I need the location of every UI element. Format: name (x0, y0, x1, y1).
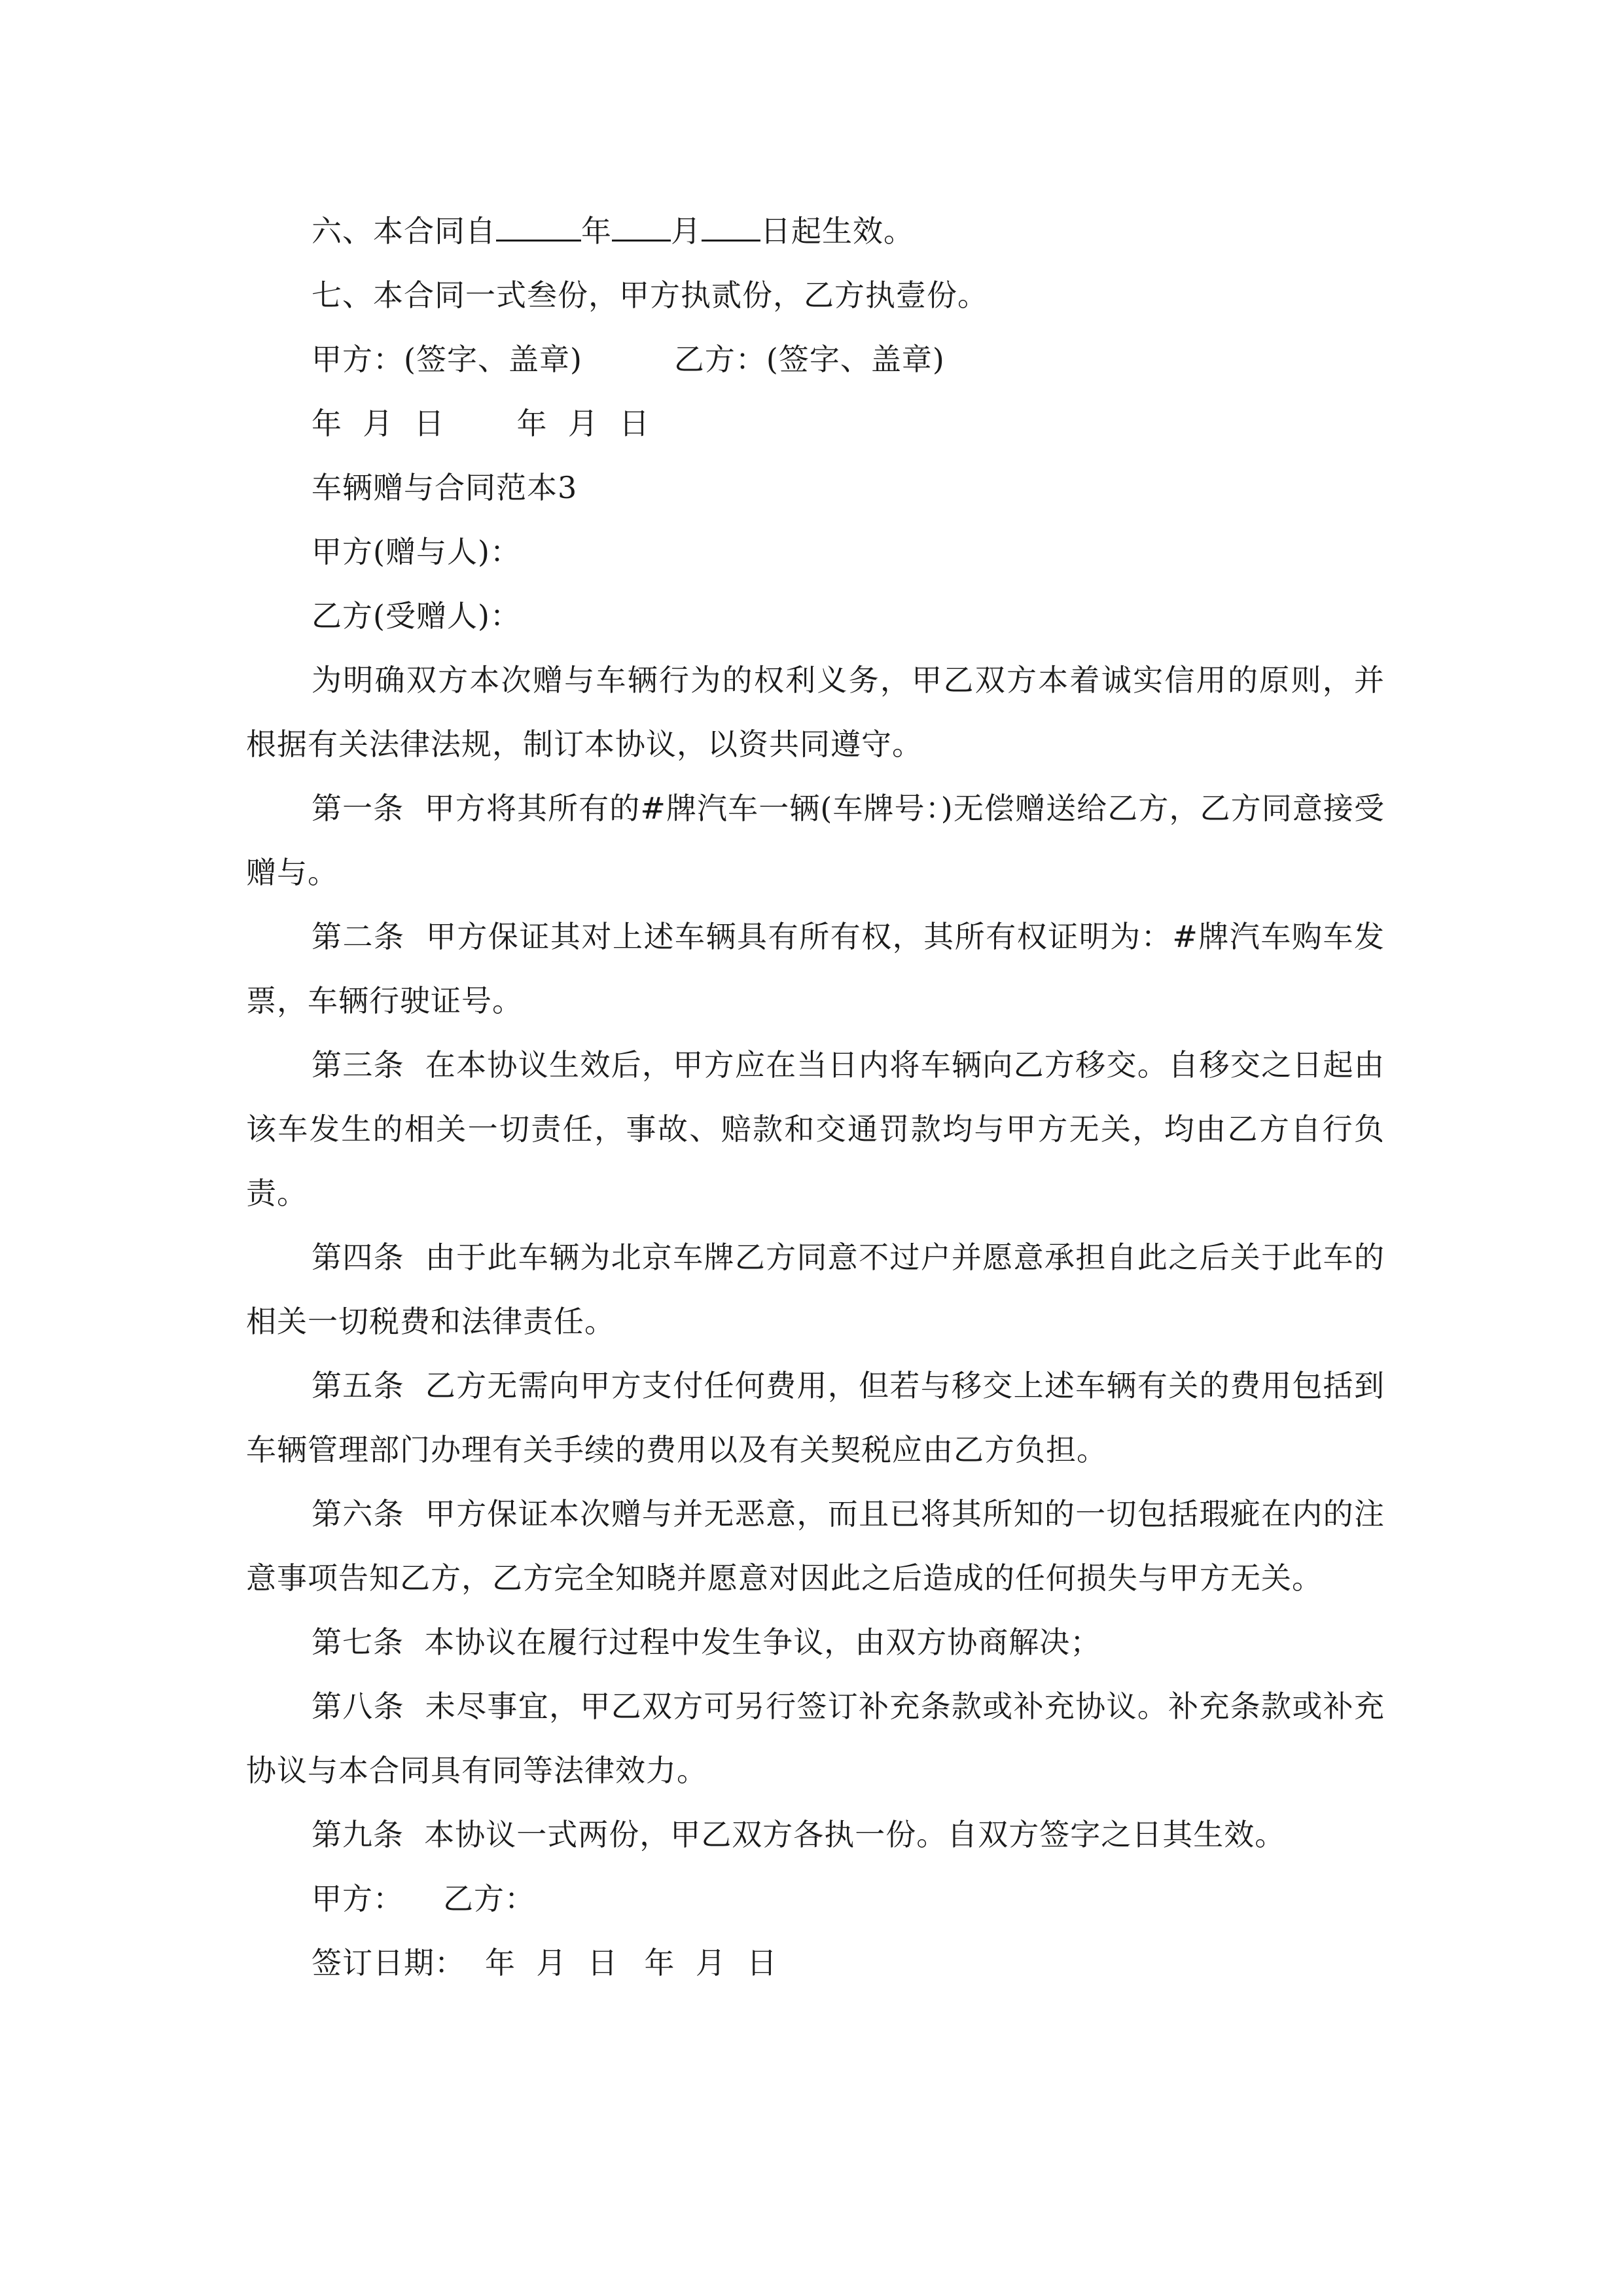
contract-title: 车辆赠与合同范本3 (312, 470, 578, 505)
article-six: 第六条 甲方保证本次赠与并无恶意，而且已将其所知的一切包括瑕疵在内的注意事项告知乙方，乙方完全知晓并愿意对因此之后造成的任何损失与甲方无关。 (246, 1496, 1385, 1596)
donor-line: 甲方(赠与人)： (312, 534, 521, 569)
preamble-paragraph: 为明确双方本次赠与车辆行为的权利义务，甲乙双方本着诚实信用的原则，并根据有关法律法规，制订本协议，以资共同遵守。 (246, 662, 1385, 762)
month-blank (612, 213, 671, 242)
day-blank (702, 213, 760, 242)
article-four: 第四条 由于此车辆为北京车牌乙方同意不过户并愿意承担自此之后关于此车的相关一切税费和法律责任。 (246, 1240, 1385, 1339)
signing-date-first: 年 月 日 (485, 1945, 618, 1981)
document-body (246, 199, 1385, 1995)
article-nine: 第九条 本协议一式两份，甲乙双方各执一份。自双方签字之日其生效。 (312, 1817, 1286, 1852)
clause-six-prefix: 六、本合同自 (312, 213, 496, 249)
clause-six-year: 年 (581, 213, 612, 249)
year-blank (496, 213, 581, 242)
article-one: 第一条 甲方将其所有的#牌汽车一辆(车牌号：)无偿赠送给乙方，乙方同意接受赠与。 (246, 791, 1385, 890)
clause-six-day: 日起生效。 (760, 213, 914, 249)
final-signature-row (246, 1867, 1385, 1931)
signing-date-row (246, 1931, 1385, 1995)
party-b-date: 年 月 日 (516, 406, 650, 441)
clause-six-month: 月 (671, 213, 702, 249)
signing-date-label: 签订日期： (312, 1945, 465, 1981)
donee-line: 乙方(受赠人)： (312, 598, 521, 634)
final-party-b: 乙方： (443, 1881, 535, 1916)
article-eight: 第八条 未尽事宜，甲乙双方可另行签订补充条款或补充协议。补充条款或补充协议与本合同具有同等法律效力。 (246, 1689, 1385, 1788)
party-a-date: 年 月 日 (312, 406, 445, 441)
party-a-signature: 甲方：(签字、盖章) (312, 342, 582, 377)
signing-date-second: 年 月 日 (644, 1945, 777, 1981)
final-party-a: 甲方： (312, 1881, 404, 1916)
signature-date-row (246, 391, 1385, 456)
article-three: 第三条 在本协议生效后，甲方应在当日内将车辆向乙方移交。自移交之日起由该车发生的相关一切责任，事故、赔款和交通罚款均与甲方无关，均由乙方自行负责。 (246, 1047, 1385, 1211)
article-seven: 第七条 本协议在履行过程中发生争议，由双方协商解决； (312, 1624, 1101, 1660)
clause-seven: 七、本合同一式叁份，甲方执贰份，乙方执壹份。 (312, 278, 988, 313)
article-two: 第二条 甲方保证其对上述车辆具有所有权，其所有权证明为：#牌汽车购车发票，车辆行驶证号。 (246, 919, 1385, 1018)
article-five: 第五条 乙方无需向甲方支付任何费用，但若与移交上述车辆有关的费用包括到车辆管理部门办理有关手续的费用以及有关契税应由乙方负担。 (246, 1368, 1385, 1467)
signature-row (246, 327, 1385, 391)
party-b-signature: 乙方：(签字、盖章) (673, 342, 945, 377)
clause-six (246, 199, 1385, 263)
